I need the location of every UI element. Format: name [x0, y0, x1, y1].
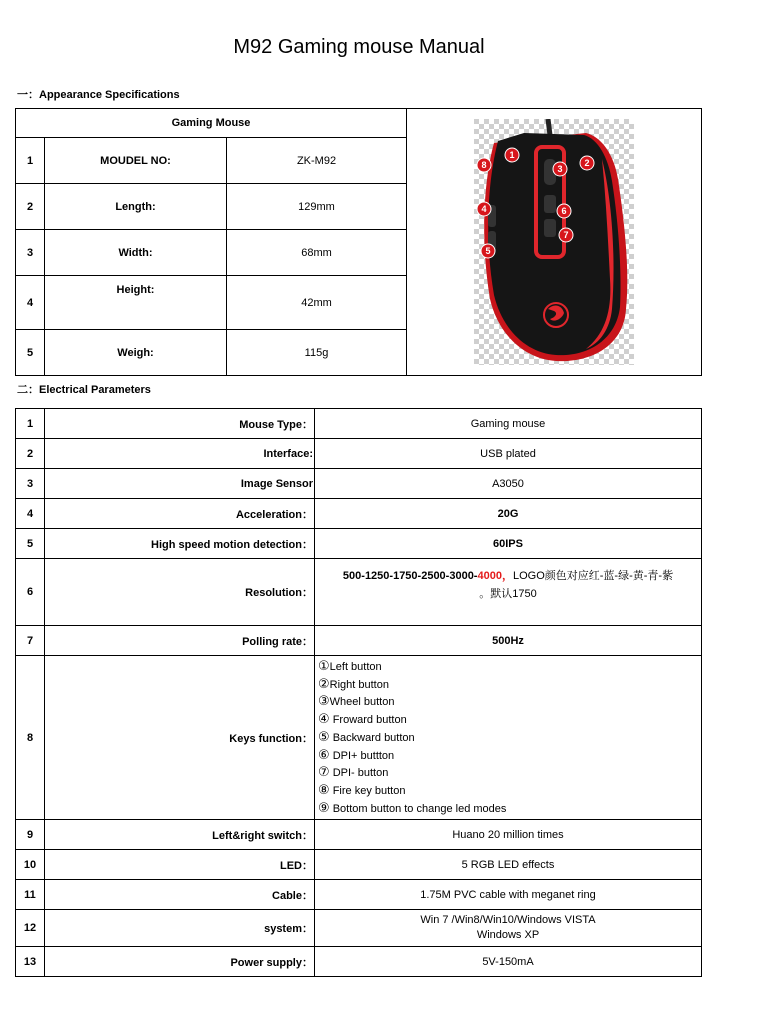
row-number: 8: [16, 656, 45, 820]
table-row: [16, 409, 702, 439]
resolution-default: 。默认1750: [479, 588, 537, 600]
list-item: ①Left button: [318, 658, 382, 673]
svg-text:1: 1: [509, 150, 515, 160]
row-number: 13: [16, 947, 45, 977]
param-value: 5V-150mA: [315, 947, 702, 977]
system-value-line2: Windows XP: [476, 929, 540, 942]
spec-label: Length:: [45, 184, 227, 230]
list-item: ②Right button: [318, 675, 389, 691]
svg-text:7: 7: [563, 230, 569, 240]
svg-text:6: 6: [561, 206, 567, 216]
param-label: Acceleration：: [45, 499, 315, 529]
param-label: Power supply：: [45, 947, 315, 977]
param-value: 500Hz: [315, 626, 702, 656]
param-value: 60IPS: [315, 529, 702, 559]
param-value: A3050: [315, 469, 702, 499]
param-value: [315, 910, 702, 947]
resolution-steps: 500-1250-1750-2500-3000-: [342, 570, 478, 582]
row-number: 3: [16, 469, 45, 499]
list-item: ⑤ Backward button: [318, 728, 415, 744]
table-row: [16, 439, 702, 469]
row-number: 4: [16, 499, 45, 529]
electrical-table: [15, 408, 702, 977]
spec-label: MOUDEL NO:: [45, 138, 227, 184]
row-number: 7: [16, 626, 45, 656]
spec-value: 115g: [227, 330, 407, 376]
section-heading-electrical: 二：Electrical Parameters: [17, 384, 151, 396]
table-row: [16, 529, 702, 559]
table-row: [16, 880, 702, 910]
row-number: 11: [16, 880, 45, 910]
param-value: 5 RGB LED effects: [315, 850, 702, 880]
list-item: ③Wheel button: [318, 693, 395, 709]
resolution-value: [315, 559, 702, 626]
row-number: 2: [16, 439, 45, 469]
page-title: M92 Gaming mouse Manual: [233, 36, 485, 58]
table-row: [16, 559, 702, 626]
svg-text:2: 2: [584, 158, 590, 168]
list-item: ⑨ Bottom button to change led modes: [318, 799, 507, 815]
table-row: [16, 469, 702, 499]
svg-text:3: 3: [557, 164, 563, 174]
resolution-logo-colors: LOGO颜色对应红-蓝-绿-黄-青-紫: [512, 570, 674, 582]
param-label: Image Sensor: [45, 469, 315, 499]
param-label: Keys function：: [45, 656, 315, 820]
row-number: 1: [16, 409, 45, 439]
spec-label: Weigh:: [45, 330, 227, 376]
row-number: 9: [16, 820, 45, 850]
table-row: [16, 820, 702, 850]
table-row: [16, 850, 702, 880]
param-label: system：: [45, 910, 315, 947]
keys-function-list: [315, 656, 702, 820]
list-item: ⑥ DPI+ buttton: [318, 746, 395, 762]
param-value: 20G: [315, 499, 702, 529]
param-label: High speed motion detection：: [45, 529, 315, 559]
row-number: 12: [16, 910, 45, 947]
svg-text:4: 4: [481, 204, 487, 214]
table-row: [16, 626, 702, 656]
spec-value: ZK-M92: [227, 138, 407, 184]
spec-value: 129mm: [227, 184, 407, 230]
spec-label: Height:: [45, 276, 227, 330]
appearance-table: [15, 108, 702, 376]
param-label: Left&right switch：: [45, 820, 315, 850]
list-item: ⑦ DPI- button: [318, 764, 389, 780]
appearance-header: Gaming Mouse: [16, 109, 407, 138]
list-item: ④ Froward button: [318, 711, 407, 727]
row-number: 3: [16, 230, 45, 276]
param-label: Mouse Type：: [45, 409, 315, 439]
row-number: 5: [16, 529, 45, 559]
system-value-line1: Win 7 /Win8/Win10/Windows VISTA: [420, 914, 596, 927]
param-value: Gaming mouse: [315, 409, 702, 439]
param-value: USB plated: [315, 439, 702, 469]
list-item: ⑧ Fire key button: [318, 781, 406, 797]
row-number: 6: [16, 559, 45, 626]
svg-text:8: 8: [481, 160, 487, 170]
param-label: Polling rate：: [45, 626, 315, 656]
spec-value: 68mm: [227, 230, 407, 276]
resolution-max: 4000，: [477, 570, 513, 582]
row-number: 1: [16, 138, 45, 184]
table-row: [16, 499, 702, 529]
spec-value: 42mm: [227, 276, 407, 330]
row-number: 2: [16, 184, 45, 230]
table-row: [16, 910, 702, 947]
row-number: 10: [16, 850, 45, 880]
mouse-image: [474, 119, 634, 365]
param-label: LED：: [45, 850, 315, 880]
table-row: [16, 947, 702, 977]
table-row: [16, 656, 702, 820]
param-label: Resolution：: [45, 559, 315, 626]
param-label: Cable：: [45, 880, 315, 910]
param-value: Huano 20 million times: [315, 820, 702, 850]
row-number: 4: [16, 276, 45, 330]
param-value: 1.75M PVC cable with meganet ring: [315, 880, 702, 910]
svg-text:5: 5: [485, 246, 491, 256]
section-heading-appearance: 一：Appearance Specifications: [17, 89, 180, 101]
param-label: Interface:: [45, 439, 315, 469]
row-number: 5: [16, 330, 45, 376]
mouse-image-cell: [407, 109, 702, 376]
spec-label: Width:: [45, 230, 227, 276]
